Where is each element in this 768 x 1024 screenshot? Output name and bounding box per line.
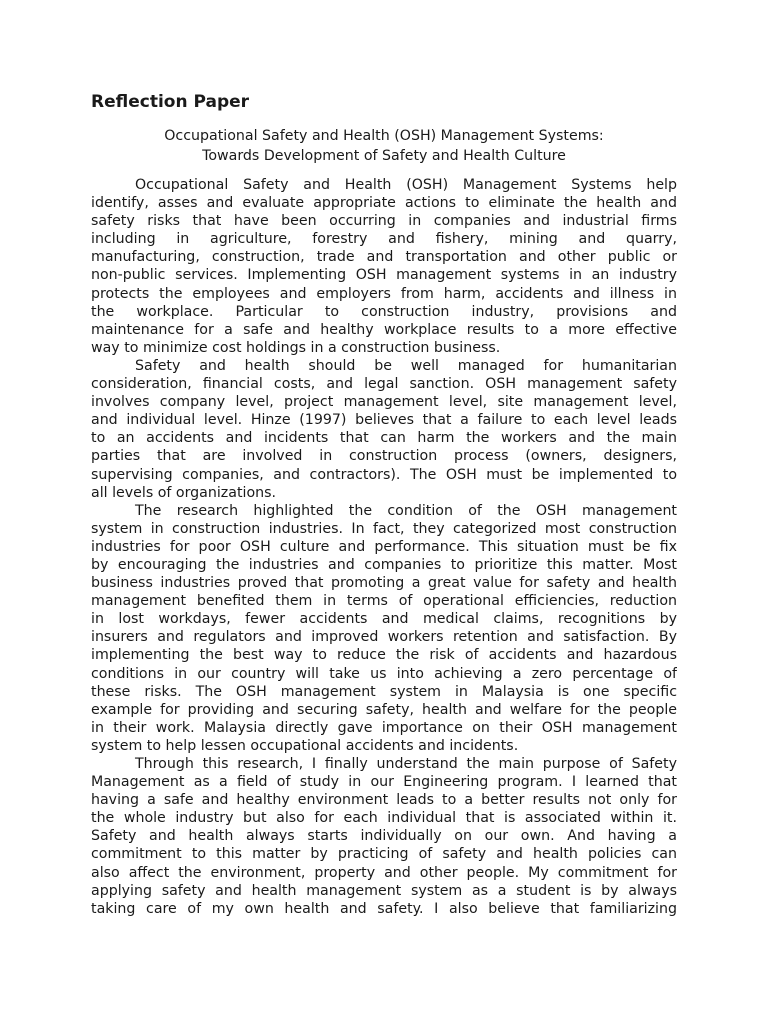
paragraph-line: taking care of my own health and safety. I also believe that familiarizing: [91, 900, 677, 917]
subtitle-line: Occupational Safety and Health (OSH) Management Systems:: [164, 128, 604, 144]
paragraph-line: example for providing and securing safety, health and welfare for the people: [91, 701, 677, 718]
subtitle-line: Towards Development of Safety and Health Culture: [202, 148, 566, 164]
paragraph: [91, 502, 677, 755]
paragraph-line: manufacturing, construction, trade and transportation and other public or: [91, 249, 677, 266]
paragraph-line: consideration, financial costs, and legal sanction. OSH management safety: [91, 376, 677, 393]
paragraph-line: by encouraging the industries and companies to prioritize this matter. Most: [91, 556, 677, 573]
paragraph-line: these risks. The OSH management system in Malaysia is one specific: [91, 683, 677, 700]
paragraph-line: involves company level, project management level, site management level,: [91, 394, 677, 411]
paragraph-line: Management as a field of study in our Engineering program. I learned that: [91, 774, 677, 791]
document-body: [91, 176, 677, 918]
paragraph-line: commitment to this matter by practicing of safety and health policies can: [91, 846, 677, 863]
paragraph-line: Safety and health should be well managed for humanitarian: [135, 357, 677, 374]
paragraph-line: parties that are involved in construction process (owners, designers,: [91, 448, 677, 465]
paragraph-line: including in agriculture, forestry and fishery, mining and quarry,: [91, 231, 677, 248]
paragraph-line: the workplace. Particular to construction industry, provisions and: [91, 303, 677, 320]
document-subtitle: [91, 126, 677, 166]
paragraph-line: identify, asses and evaluate appropriate actions to eliminate the health and: [91, 195, 677, 212]
paragraph-line: management benefited them in terms of operational efficiencies, reduction: [91, 593, 677, 610]
paragraph-line: system in construction industries. In fact, they categorized most construction: [91, 520, 677, 537]
paragraph-line: non-public services. Implementing OSH management systems in an industry: [91, 267, 677, 284]
paragraph-line: all levels of organizations.: [91, 484, 277, 501]
paragraph-line: insurers and regulators and improved workers retention and satisfaction. By: [91, 629, 677, 646]
paragraph-line: Occupational Safety and Health (OSH) Management Systems help: [135, 177, 677, 193]
paragraph-line: supervising companies, and contractors). The OSH must be implemented to: [91, 466, 677, 483]
paragraph-line: industries for poor OSH culture and performance. This situation must be fix: [91, 538, 677, 555]
paragraph: [91, 357, 677, 502]
paragraph-line: protects the employees and employers from harm, accidents and illness in: [91, 285, 677, 302]
paragraph-line: way to minimize cost holdings in a construction business.: [91, 339, 501, 356]
paragraph: [91, 176, 677, 357]
paragraph-line: system to help lessen occupational accidents and incidents.: [91, 737, 519, 754]
paragraph-line: Through this research, I finally understand the main purpose of Safety: [135, 756, 677, 772]
paragraph-line: implementing the best way to reduce the risk of accidents and hazardous: [91, 647, 677, 664]
paragraph-line: and individual level. Hinze (1997) believes that a failure to each level leads: [91, 412, 677, 429]
paragraph-line: in lost workdays, fewer accidents and medical claims, recognitions by: [91, 611, 677, 628]
paragraph-line: the whole industry but also for each individual that is associated within it.: [91, 810, 677, 827]
paragraph-line: business industries proved that promoting a great value for safety and health: [91, 575, 677, 592]
paragraph-line: to an accidents and incidents that can harm the workers and the main: [91, 430, 677, 447]
paragraph-line: The research highlighted the condition of the OSH management: [135, 502, 677, 519]
paragraph-line: conditions in our country will take us into achieving a zero percentage of: [91, 665, 677, 682]
document-title: Reflection Paper: [91, 92, 250, 112]
paragraph-line: maintenance for a safe and healthy workplace results to a more effective: [91, 321, 677, 338]
paragraph-line: applying safety and health management system as a student is by always: [91, 882, 677, 899]
paragraph-line: in their work. Malaysia directly gave importance on their OSH management: [91, 719, 677, 736]
paragraph-line: Safety and health always starts individually on our own. And having a: [91, 828, 677, 845]
paragraph: [91, 755, 677, 918]
paragraph-line: safety risks that have been occurring in companies and industrial firms: [91, 213, 677, 230]
paragraph-line: also affect the environment, property and other people. My commitment for: [91, 864, 677, 881]
paragraph-line: having a safe and healthy environment leads to a better results not only for: [91, 792, 677, 809]
